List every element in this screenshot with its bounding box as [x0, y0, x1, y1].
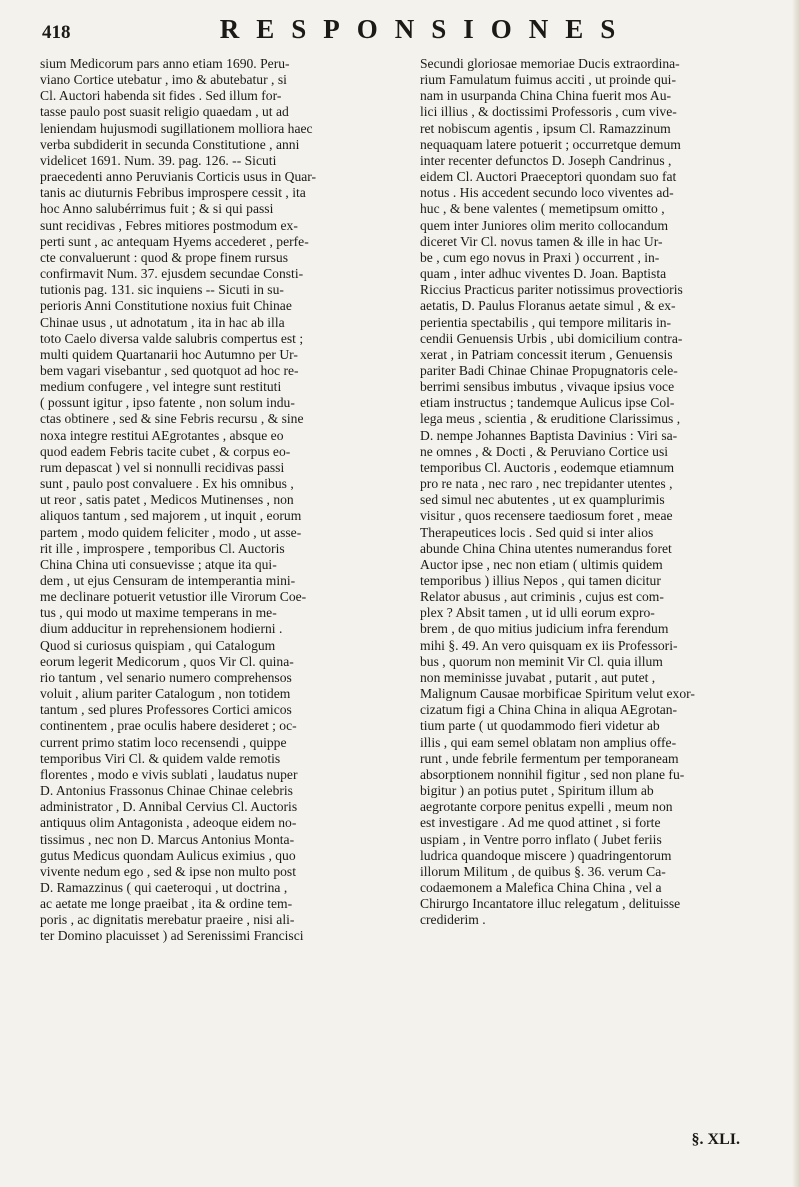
- running-title: RESPONSIONES: [219, 14, 633, 44]
- page-number: 418: [42, 22, 71, 43]
- right-column: [420, 56, 768, 928]
- left-column-text: sium Medicorum pars anno etiam 1690. Peru- viano Cortice utebatur , imo & abutebatur , si Cl. Auctori habenda sit fides . Sed illum for- tasse paulo post suasit religio quaedam , ut ad leniendam hujusmodi sugillationem molliora haec verba subdiderit in secunda Constitutione , anni videlicet 1691. Num. 39. pag. 126. -- Sicuti praecedenti anno Peruvianis Corticis usus in Quar- tanis ac diuturnis Febribus improspere cessit , ita hoc Anno salubérrimus fuit ; & si qui passi sunt recidivas , Febres mitiores postmodum ex- perti sunt , ac antequam Hyems accederet , perfe- cte convaluerunt : quod & prope finem rursus confirmavit Num. 37. ejusdem secundae Consti- tutionis pag. 131. sic inquiens -- Sicuti in su- perioris Anni Constitutione noxius fuit Chinae Chinae usus , ut adnotatum , ita in hac ab illa toto Caelo diversa valde salubris compertus est ; multi quidem Quartanarii hoc Autumno per Ur- bem vagari visebantur , sed quotquot ad hoc re- medium confugere , vel integre sunt restituti ( possunt igitur , ipso fatente , non solum indu- ctas obtinere , sed & sine Febris recursu , & sine noxa integre restitui AEgrotantes , absque eo quod eadem Febris tacite cubet , & corpus eo- rum depascat ) vel si nonnulli recidivas passi sunt , paulo post convaluere . Ex his omnibus , ut reor , satis patet , Medicos Mutinenses , non aliquos tantum , sed majorem , ut inquit , eorum partem , modo quidem feliciter , modo , ut asse- rit ille , improspere , temporibus Cl. Auctoris China China uti consuevisse ; atque ita qui- dem , ut ejus Censuram de intemperantia mini- me declinare potuerit vetustior ille Virorum Coe- tus , qui modo ut maxime temperans in me- dium adducitur in reprehensionem hodierni . Quod si curiosus quispiam , qui Catalogum eorum legerit Medicorum , quos Vir Cl. quina- rio tantum , vel senario numero comprehensos voluit , alium pariter Catalogum , non totidem tantum , sed plures Professores Cortici amicos continentem , prae oculis habere desideret ; oc- current primo statim loco recensendi , quippe temporibus Viri Cl. & quidem valde remotis florentes , modo e vivis sublati , laudatus nuper D. Antonius Frassonus Chinae Chinae celebris administrator , D. Annibal Cervius Cl. Auctoris antiquus olim Antagonista , adeoque eidem no- tissimus , nec non D. Marcus Antonius Monta- gutus Medicus quondam Aulicus eximius , quo vivente nedum ego , sed & ipse non multo post D. Ramazzinus ( qui caeteroqui , ut doctrina , ac aetate me longe praeibat , ita & ordine tem- poris , ac dignitatis merebatur praeire , nisi ali- ter Domino placuisset ) ad Serenissimi Francisci: [40, 56, 317, 944]
- page-edge-shadow: [792, 0, 800, 1187]
- catchword: §. XLI.: [691, 1131, 740, 1148]
- left-column: [40, 56, 386, 945]
- page-header: [42, 14, 758, 44]
- right-column-text: Secundi gloriosae memoriae Ducis extraordina- rium Famulatum fuimus acciti , ut proinde qui- nam in usurpanda China China fuerit mos Au- lici illius , & doctissimi Professoris , cum vive- ret nobiscum agentis , ipsum Cl. Ramazzinum nequaquam latere potuerit ; occurretque demum inter recenter defunctos D. Joseph Candrinus , eidem Cl. Auctori Praeceptori quondam suo fat notus . His accedent secundo loco viventes ad- huc , & bene valentes ( memetipsum omitto , quem inter Juniores olim merito collocandum diceret Vir Cl. novus tamen & ille in hac Ur- be , cum ego novus in Praxi ) occurrent , in- quam , inter adhuc viventes D. Joan. Baptista Riccius Practicus pariter notissimus provectioris aetatis, D. Paulus Floranus aetate simul , & ex- perientia spectabilis , qui tempore militaris in- cendii Genuensis Urbis , ubi domicilium contra- xerat , in Patriam concessit iterum , Genuensis pariter Badi Chinae Chinae Propugnatoris cele- berrimi sensibus imbutus , vivaque ipsius voce etiam instructus ; tandemque Aulicus ipse Col- lega meus , scientia , & eruditione Clarissimus , D. nempe Johannes Baptista Davinius : Viri sa- ne omnes , & Docti , & Peruviano Cortice usi temporibus Cl. Auctoris , eodemque etiamnum pro re nata , nec raro , nec trepidanter utentes , sed simul nec abutentes , ut ex quamplurimis visitur , quos recensere taediosum foret , meae Therapeutices locis . Sed quid si inter alios abunde China China utentes numerandus foret Auctor ipse , nec non etiam ( ultimis quidem temporibus ) illius Nepos , qui tamen dicitur Relator abusus , aut criminis , cujus est com- plex ? Absit tamen , ut id ulli eorum expro- brem , de quo mitius judicium infra ferendum mihi §. 49. An vero quisquam ex iis Professori- bus , quorum non meminit Vir Cl. quia illum non meminisse juvabat , putarit , aut putet , Malignum Causae morbificae Spiritum velut exor- cizatum figi a China China in aliqua AEgrotan- tium parte ( ut quodammodo fieri videtur ab illis , qui eam semel oblatam non amplius offe- runt , unde febrile fermentum per temporaneam absorptionem nonnihil figitur , sed non plane fu- bigitur ) an potius putet , Spiritum illum ab aegrotante corpore penitus expelli , meum non est investigare . Ad me quod attinet , si forte uspiam , in Ventre porro inflato ( Jubet feriis ludrica quandoque miscere ) quadringentorum illorum Militum , de quibus §. 36. verum Ca- codaemonem a Malefica China China , vel a Chirurgo Incantatore illuc relegatum , delituisse crediderim .: [420, 56, 695, 928]
